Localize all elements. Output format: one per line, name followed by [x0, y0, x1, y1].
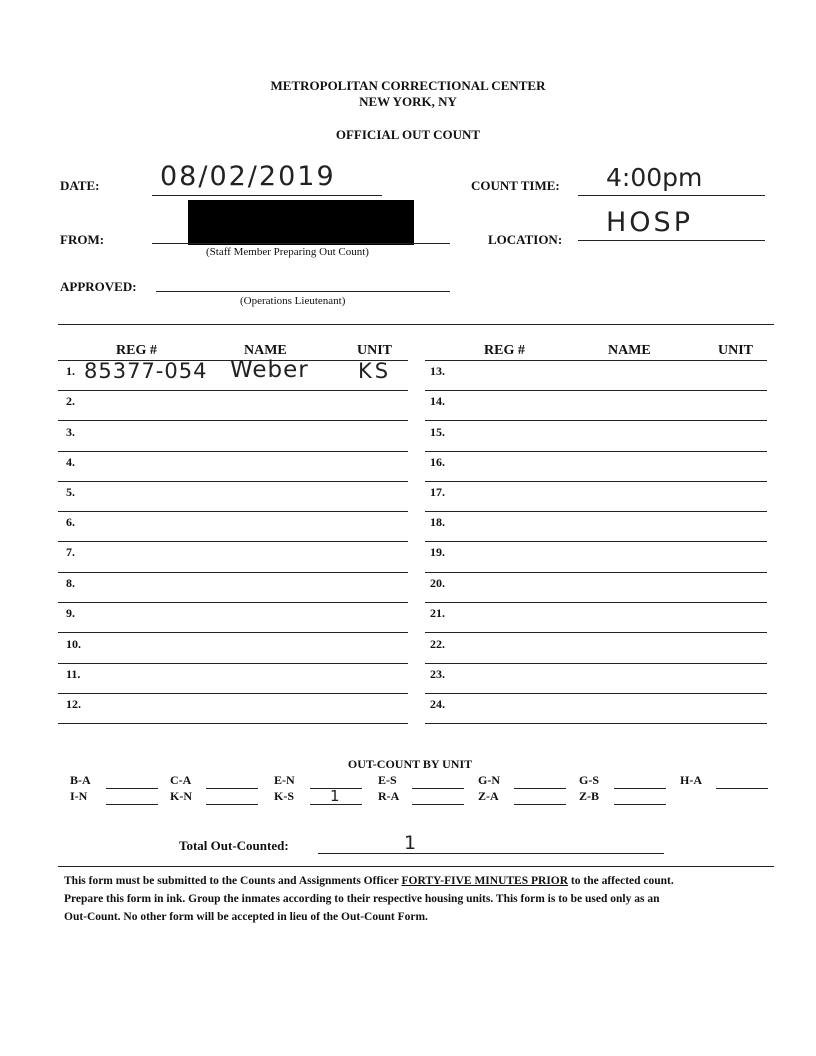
location-line [578, 240, 765, 241]
unit-line [206, 804, 258, 805]
right-row-line [425, 602, 767, 603]
approved-caption: (Operations Lieutenant) [240, 295, 346, 307]
unit-line [106, 804, 158, 805]
date-value[interactable]: 08/02/2019 [160, 161, 336, 192]
left-row-num: 2. [66, 394, 75, 408]
location-label: LOCATION: [488, 232, 563, 247]
left-row-num: 10. [66, 637, 81, 651]
footer-rule [58, 866, 774, 867]
right-row-num: 22. [430, 637, 445, 651]
left-reg-header: REG # [116, 343, 157, 358]
date-line [152, 195, 382, 196]
from-label: FROM: [60, 232, 105, 247]
footer-line-1 [64, 872, 784, 890]
location-value[interactable]: HOSP [606, 207, 693, 238]
right-row-line [425, 511, 767, 512]
right-unit-header: UNIT [718, 343, 754, 358]
table-top-rule [58, 324, 774, 325]
right-row-line [425, 632, 767, 633]
count-time-value[interactable]: 4:00pm [606, 163, 703, 192]
unit-line [412, 788, 464, 789]
unit-label-k-n: K-N [170, 789, 192, 803]
footer-line-2: Prepare this form in ink. Group the inmates according to their respective housing units. This form is to be used only as an [64, 893, 660, 905]
left-row-num: 11. [66, 667, 81, 681]
left-row-num: 6. [66, 515, 75, 529]
from-line [152, 243, 450, 244]
left-unit-header: UNIT [357, 343, 393, 358]
right-row-num: 24. [430, 697, 445, 711]
right-row-num: 19. [430, 545, 445, 559]
unit-label-g-s: G-S [579, 773, 600, 787]
right-row-line [425, 451, 767, 452]
right-row-num: 14. [430, 394, 445, 408]
left-row-line [58, 390, 408, 391]
unit-label-i-n: I-N [70, 789, 88, 803]
footer-line-1-pre: This form must be submitted to the Counts and Assignments Officer [64, 875, 402, 887]
left-row-num: 7. [66, 545, 75, 559]
left-row-1-name[interactable]: Weber [230, 357, 309, 383]
unit-label-e-s: E-S [378, 773, 397, 787]
right-name-header: NAME [608, 343, 651, 358]
left-row-num: 4. [66, 455, 75, 469]
left-row-line [58, 511, 408, 512]
unit-label-k-s: K-S [274, 789, 295, 803]
right-row-line [425, 390, 767, 391]
right-row-num: 13. [430, 364, 445, 378]
right-row-line [425, 481, 767, 482]
left-row-line [58, 723, 408, 724]
unit-line [206, 788, 258, 789]
left-row-num: 12. [66, 697, 81, 711]
unit-label-c-a: C-A [170, 773, 192, 787]
unit-line [514, 804, 566, 805]
ks-count-value[interactable]: 1 [330, 787, 340, 805]
right-row-line [425, 723, 767, 724]
unit-label-z-b: Z-B [579, 789, 600, 803]
total-line [318, 853, 664, 854]
right-row-num: 16. [430, 455, 445, 469]
left-row-num: 5. [66, 485, 75, 499]
right-row-num: 23. [430, 667, 445, 681]
left-row-line [58, 602, 408, 603]
left-row-line [58, 663, 408, 664]
institution-city: NEW YORK, NY [359, 94, 457, 109]
left-row-1-reg[interactable]: 85377-054 [84, 359, 208, 383]
unit-line [106, 788, 158, 789]
left-row-line [58, 693, 408, 694]
left-name-header: NAME [244, 343, 287, 358]
unit-label-g-n: G-N [478, 773, 500, 787]
unit-label-e-n: E-N [274, 773, 295, 787]
total-label: Total Out-Counted: [179, 838, 289, 853]
right-row-line [425, 693, 767, 694]
left-row-line [58, 451, 408, 452]
count-time-line [578, 195, 765, 196]
right-row-num: 15. [430, 425, 445, 439]
total-value[interactable]: 1 [404, 832, 417, 854]
left-row-line [58, 572, 408, 573]
unit-line [614, 804, 666, 805]
left-row-line [58, 632, 408, 633]
right-row-line [425, 572, 767, 573]
right-row-num: 18. [430, 515, 445, 529]
left-row-num: 8. [66, 576, 75, 590]
right-row-line [425, 420, 767, 421]
right-row-line [425, 541, 767, 542]
footer-line-3: Out-Count. No other form will be accepted in lieu of the Out-Count Form. [64, 911, 428, 923]
left-row-num: 9. [66, 606, 75, 620]
unit-line [614, 788, 666, 789]
from-caption: (Staff Member Preparing Out Count) [206, 246, 369, 258]
unit-line [412, 804, 464, 805]
footer-instructions [64, 872, 784, 926]
unit-label-h-a: H-A [680, 773, 702, 787]
left-row-num: 3. [66, 425, 75, 439]
left-row-line [58, 481, 408, 482]
right-row-num: 21. [430, 606, 445, 620]
form-title: OFFICIAL OUT COUNT [335, 127, 481, 142]
out-count-title: OUT-COUNT BY UNIT [347, 757, 473, 771]
unit-label-z-a: Z-A [478, 789, 499, 803]
right-row-line [425, 360, 767, 361]
unit-line [716, 788, 768, 789]
unit-label-b-a: B-A [70, 773, 91, 787]
approved-label: APPROVED: [60, 279, 137, 294]
footer-line-1-post: to the affected count. [568, 875, 674, 887]
left-row-num: 1. [66, 364, 75, 378]
left-row-line [58, 420, 408, 421]
unit-line [514, 788, 566, 789]
right-reg-header: REG # [484, 343, 525, 358]
right-row-line [425, 663, 767, 664]
left-row-line [58, 541, 408, 542]
approved-line [156, 291, 450, 292]
date-label: DATE: [60, 178, 100, 193]
right-row-num: 17. [430, 485, 445, 499]
footer-line-1-emphasis: FORTY-FIVE MINUTES PRIOR [401, 875, 569, 887]
left-row-1-unit[interactable]: KS [358, 359, 392, 383]
institution-name: METROPOLITAN CORRECTIONAL CENTER [270, 78, 546, 93]
left-row-line [58, 360, 408, 361]
count-time-label: COUNT TIME: [471, 178, 560, 193]
unit-label-r-a: R-A [378, 789, 400, 803]
right-row-num: 20. [430, 576, 445, 590]
redaction-box [188, 200, 414, 245]
